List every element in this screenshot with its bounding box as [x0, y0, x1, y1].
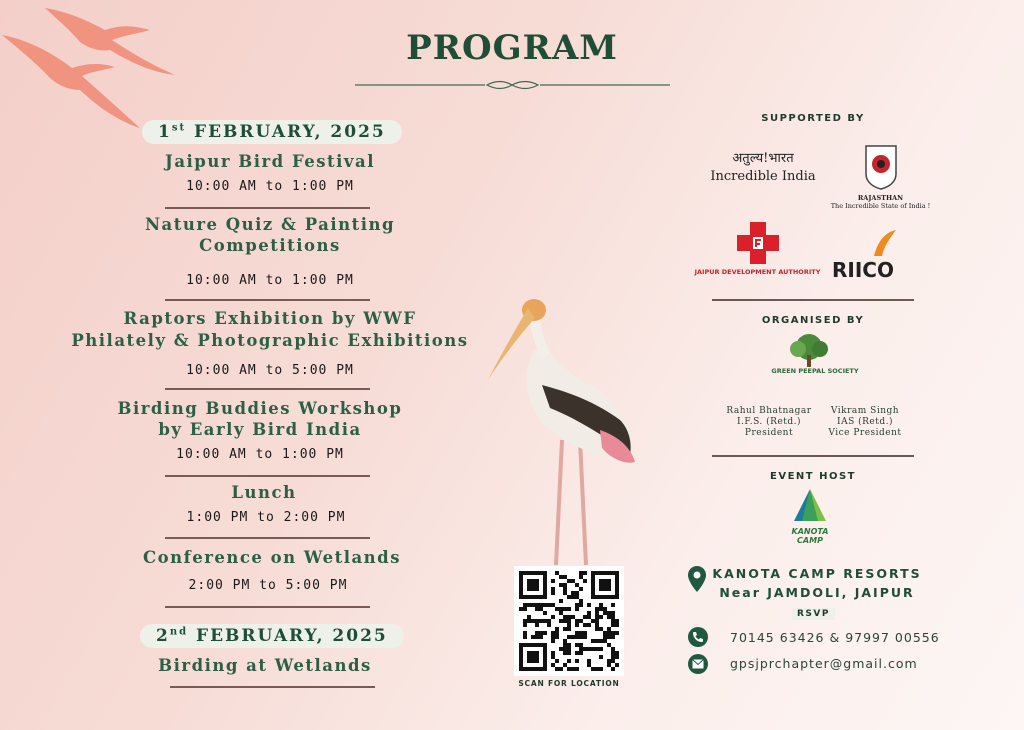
event-title: Birding at Wetlands [158, 656, 372, 675]
venue-address: Near JAMDOLI, JAIPUR [719, 585, 915, 600]
rsvp-label: RSVP [792, 608, 835, 620]
event-title: Birding Buddies Workshop [117, 399, 403, 418]
event-time: 10:00 AM to 1:00 PM [176, 447, 344, 462]
title-ornament [355, 80, 670, 90]
event-title: by Early Bird India [158, 420, 362, 439]
event-title: Philately & Photographic Exhibitions [71, 331, 469, 350]
jda-logo: JAIPUR DEVELOPMENT AUTHORITY [690, 222, 825, 276]
rsvp-email[interactable]: gpsjprchapter@gmail.com [730, 656, 918, 671]
qr-code[interactable] [514, 566, 624, 676]
event-time: 10:00 AM to 1:00 PM [186, 273, 354, 288]
event-title: Raptors Exhibition by WWF [123, 309, 417, 328]
tree-icon [784, 333, 834, 369]
jda-emblem-icon [735, 222, 781, 264]
event-time: 2:00 PM to 5:00 PM [188, 578, 348, 593]
phone-icon [688, 627, 708, 647]
rajasthan-emblem-icon [861, 142, 901, 190]
page-title: PROGRAM [406, 28, 618, 68]
venue-name: KANOTA CAMP RESORTS [712, 566, 922, 581]
email-icon [688, 654, 708, 674]
qr-code-pattern [514, 566, 624, 676]
painted-stork-illustration [480, 290, 650, 570]
event-host-label: EVENT HOST [770, 471, 856, 482]
kanota-tent-icon [790, 487, 830, 523]
divider [165, 207, 370, 209]
divider [165, 537, 370, 539]
divider [165, 475, 370, 477]
organised-by-label: ORGANISED BY [761, 315, 865, 326]
event-title: Conference on Wetlands [142, 548, 402, 567]
divider [165, 606, 370, 608]
divider [165, 388, 370, 390]
supported-by-label: SUPPORTED BY [761, 113, 865, 124]
divider [165, 299, 370, 301]
rajasthan-logo: RAJASTHAN The Incredible State of India ! [828, 142, 933, 210]
event-time: 1:00 PM to 2:00 PM [186, 510, 346, 525]
qr-caption: SCAN FOR LOCATION [518, 679, 620, 688]
day1-date: 1st FEBRUARY, 2025 [142, 120, 402, 144]
riico-swoosh-icon [868, 228, 898, 258]
rsvp-phone[interactable]: 70145 63426 & 97997 00556 [730, 630, 940, 645]
event-title: Competitions [199, 236, 341, 255]
person-card: Rahul Bhatnagar I.F.S. (Retd.) President [726, 406, 812, 438]
kanota-camp-logo: KANOTA CAMP [780, 487, 840, 552]
incredible-india-logo: अतुल्य!भारत Incredible India [710, 151, 816, 184]
event-title: Jaipur Bird Festival [165, 152, 375, 171]
event-time: 10:00 AM to 5:00 PM [186, 363, 354, 378]
green-peepal-society-logo: GREEN PEEPAL SOCIETY [770, 333, 860, 381]
event-title: Nature Quiz & Painting [144, 215, 396, 234]
divider [170, 686, 375, 688]
day2-date: 2nd FEBRUARY, 2025 [140, 624, 404, 648]
divider [712, 455, 914, 457]
location-pin-icon [688, 566, 706, 592]
riico-logo: RIICO [830, 228, 910, 283]
person-card: Vikram Singh IAS (Retd.) Vice President [828, 406, 902, 438]
divider [712, 299, 914, 301]
event-title: Lunch [231, 483, 297, 502]
event-time: 10:00 AM to 1:00 PM [186, 179, 354, 194]
